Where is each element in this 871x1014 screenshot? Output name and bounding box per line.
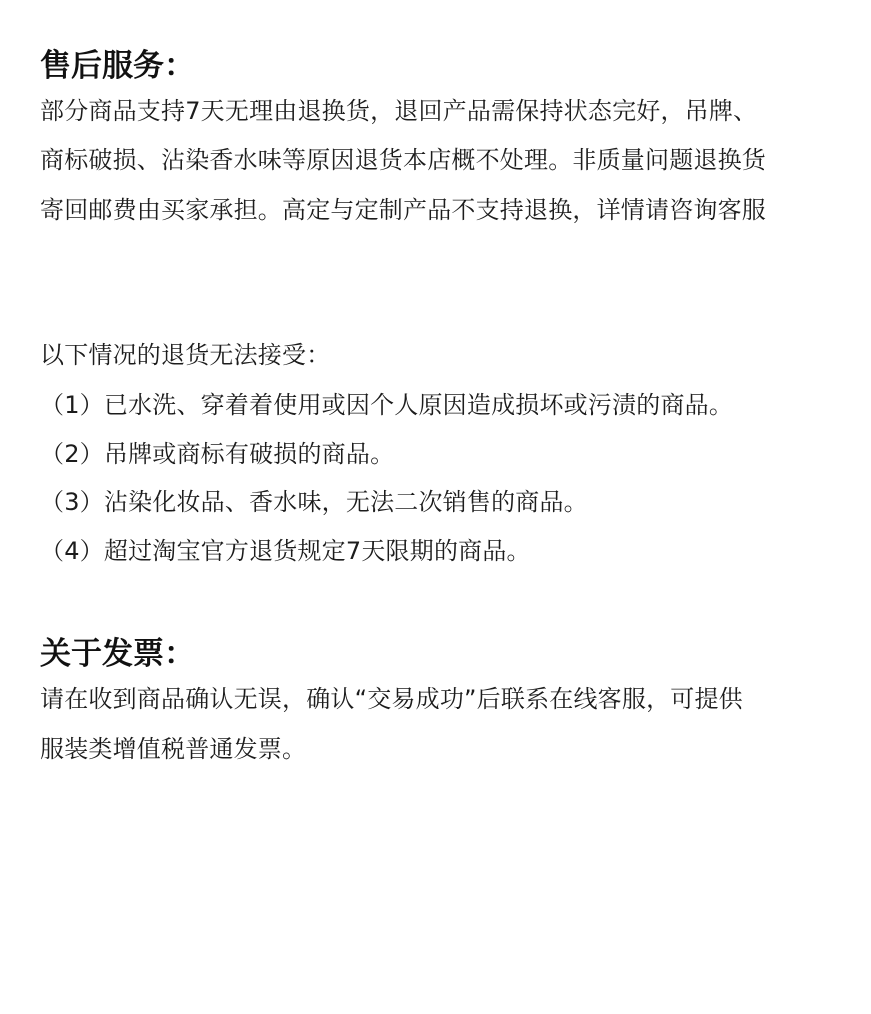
returns-item: （3）沾染化妆品、香水味，无法二次销售的商品。 (40, 488, 588, 516)
after-sales-line: 商标破损、沾染香水味等原因退货本店概不处理。非质量问题退换货 (40, 146, 766, 174)
returns-item: （4）超过淘宝官方退货规定7天限期的商品。 (40, 537, 531, 565)
returns-intro: 以下情况的退货无法接受： (40, 341, 331, 369)
invoice-line: 服装类增值税普通发票。 (40, 735, 307, 763)
after-sales-line: 寄回邮费由买家承担。高定与定制产品不支持退换，详情请咨询客服 (40, 196, 766, 224)
invoice-title: 关于发票： (40, 636, 195, 672)
invoice-line: 请在收到商品确认无误，确认“交易成功”后联系在线客服，可提供 (40, 685, 743, 713)
after-sales-title: 售后服务： (40, 48, 195, 84)
returns-item: （2）吊牌或商标有破损的商品。 (40, 440, 395, 468)
returns-item: （1）已水洗、穿着着使用或因个人原因造成损坏或污渍的商品。 (40, 391, 734, 419)
after-sales-line: 部分商品支持7天无理由退换货，退回产品需保持状态完好，吊牌、 (40, 97, 758, 125)
